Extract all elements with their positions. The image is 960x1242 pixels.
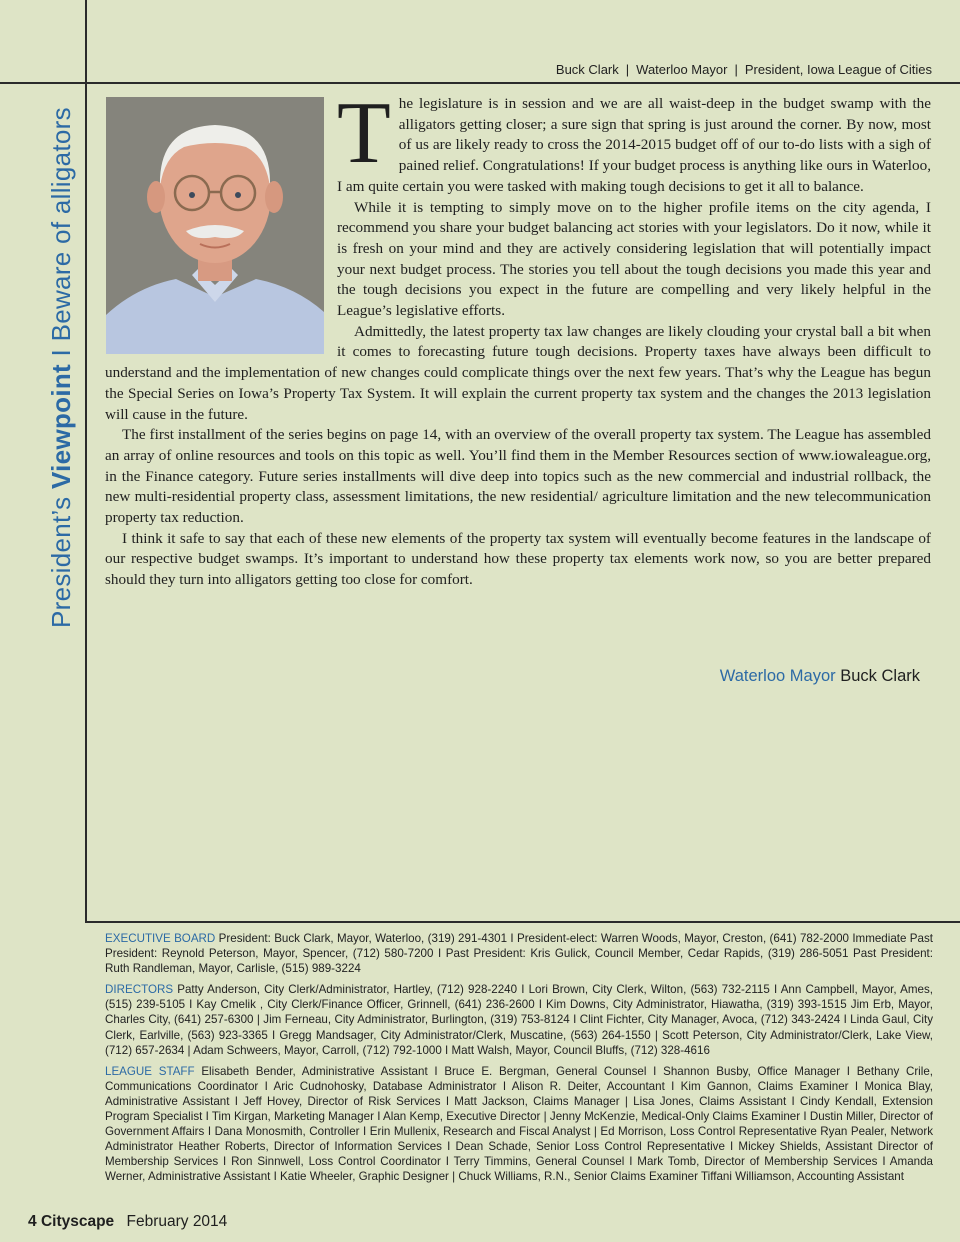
signature-name: Buck Clark: [840, 667, 920, 685]
league-staff-text: Elisabeth Bender, Administrative Assistant I Bruce E. Bergman, General Counsel I Shannon Busby, Office Manager I Bethany Crile, Communications Coordinator I Aric Cudnohosky, Database Administrator I Alison R. Deiter, Accountant I Kim Gannon, Claims Examiner I Monica Blay, Administrative Assistant I Jeff Hovey, Director of Risk Services I Matt Jackson, Claims Manager | Lisa Jones, Claims Assistant I Cindy Kendall, Extension Program Specialist I Tim Kirgan, Marketing Manager I Alan Kemp, Executive Director | Jenny McKenzie, Medical-Only Claims Examiner I Dustin Miller, Director of Government Affairs I Dana Monosmith, Controller I Erin Mullenix, Research and Fiscal Analyst | Ed Morrison, Loss Control Representative Ryan Pealer, Network Administrator Heather Roberts, Director of Information Services I Dean Schade, Senior Loss Control Representative I Mickey Shields, Assistant Director of Membership Services I Ron Sinnwell, Loss Control Coordinator I Terry Timmins, General Counsel I Mark Tomb, Director of Membership Services I Amanda Werner, Administrative Assistant I Katie Wheeler, Graphic Designer | Chuck Williams, R.N., Senior Claims Examiner Tiffani Williamson, Accounting Assistant: [105, 1064, 934, 1184]
executive-board-text: President: Buck Clark, Mayor, Waterloo, (319) 291-4301 I President-elect: Warren Woods, Mayor, Creston, (641) 782-2000 Immediate Past President: Reynold Peterson, Mayor, Spencer, (712) 580-7200 I Past President: Kris Gulick, Council Member, Cedar Rapids, (319) 286-5051 Past President: Ruth Randleman, Mayor, Carlisle, (515) 989-3224: [105, 932, 933, 976]
page-number: 4: [28, 1213, 37, 1230]
league-staff-heading: LEAGUE STAFF: [105, 1064, 195, 1078]
directors: [105, 982, 933, 1057]
signature-title: Waterloo Mayor: [719, 667, 836, 685]
byline-divider: |: [734, 62, 738, 77]
byline-name: Buck Clark: [555, 62, 619, 77]
byline-role: Waterloo Mayor: [636, 62, 728, 77]
byline-position: President, Iowa League of Cities: [744, 62, 932, 77]
staff-listing: [105, 931, 933, 1191]
directors-text: Patty Anderson, City Clerk/Administrator, Hartley, (712) 928-2240 I Lori Brown, City Clerk, Wilton, (563) 732-2115 I Ann Campbell, Mayor, Ames, (515) 239-5105 I Kay Cmelik , City Clerk/Finance Officer, Grinnell, (641) 236-2600 I Kim Downs, City Administrator, Hiawatha, (319) 393-1515 Jim Erb, Mayor, Charles City, (641) 257-6300 | Jim Ferneau, City Administrator, Burlington, (319) 753-8124 I Clint Fichter, City Manager, Avoca, (712) 343-2424 I Linda Gaul, City Clerk, Earlville, (563) 923-3365 I Gregg Mandsager, City Administrator/Clerk, Muscatine, (563) 264-1550 | Scott Peterson, City Administrator/Clerk, Lake View, (712) 657-2634 | Adam Schweers, Mayor, Carroll, (712) 792-1000 I Matt Walsh, Mayor, Council Bluffs, (712) 328-4616: [105, 983, 933, 1057]
section-separator: I: [46, 341, 76, 364]
paragraph-text: he legislature is in session and we are all waist-deep in the budget swamp with the alligators getting closer; a sure sign that spring is just around the corner. By now, most of us are likely ready to cross the 2014-2015 budget off of our to-do lists with a sigh of pained relief. Congratulations! If your budget process is anything like ours in Waterloo, I am quite certain you were tasked with making tough decisions to get it all to balance.: [337, 95, 931, 195]
page-footer: [28, 1213, 227, 1231]
executive-board: [105, 931, 933, 976]
executive-board-heading: EXECUTIVE BOARD: [105, 932, 216, 945]
drop-cap: T: [337, 85, 391, 182]
article-title: Beware of alligators: [46, 107, 76, 342]
section-viewpoint: Viewpoint: [46, 364, 76, 490]
header-rule: [0, 82, 960, 84]
article-paragraph: While it is tempting to simply move on to the higher profile items on the city agenda, I recommend you share your budget balancing act stories with your legislators. Do it now, while it is fresh on your mind and they are actively considering legislation that will potentially impact your next budget process. The stories you tell about the tough decisions you made this year and the tough decisions you expect in the future are compelling and very likely helpful in the League’s legislative efforts.: [337, 198, 931, 320]
byline-divider: |: [625, 62, 630, 77]
article-paragraph: The first installment of the series begins on page 14, with an overview of the overall property tax system. The League has assembled an array of online resources and tools on this topic as well. You’ll find them in the Member Resources section of www.iowaleague.org, in the Finance category. Future series installments will dive deep into topics such as the new commercial and industrial rollback, the new multi-residential property class, assessment limitations, the new residential/ agriculture limitation and the new telecommunication property tax reduction.: [105, 426, 931, 527]
section-title: [46, 107, 77, 628]
directors-heading: DIRECTORS: [105, 983, 174, 997]
staff-rule: [85, 921, 960, 923]
issue-date: February 2014: [126, 1213, 228, 1230]
magazine-name: Cityscape: [40, 1213, 115, 1230]
vertical-rule: [85, 0, 87, 922]
article-paragraph: Admittedly, the latest property tax law changes are likely clouding your crystal ball a bit when it comes to forecasting future tough decisions. Property taxes have always been difficult to understand and the implementation of new changes could complicate things over the next few years. That’s why the League has begun the Special Series on Iowa’s Property Tax System. It will explain the current property tax system and the changes the 2013 legislation will cause in the future.: [105, 322, 931, 423]
section-prefix: President’s: [46, 489, 76, 628]
signature: [720, 667, 920, 686]
league-staff: [105, 1064, 933, 1185]
article-body: [105, 85, 931, 591]
byline: [556, 62, 932, 77]
article-paragraph: I think it safe to say that each of these new elements of the property tax system will eventually become features in the landscape of our respective budget swamps. It’s important to understand how these property tax elements work now, so you are better prepared should they turn into alligators getting too close for comfort.: [105, 529, 931, 589]
